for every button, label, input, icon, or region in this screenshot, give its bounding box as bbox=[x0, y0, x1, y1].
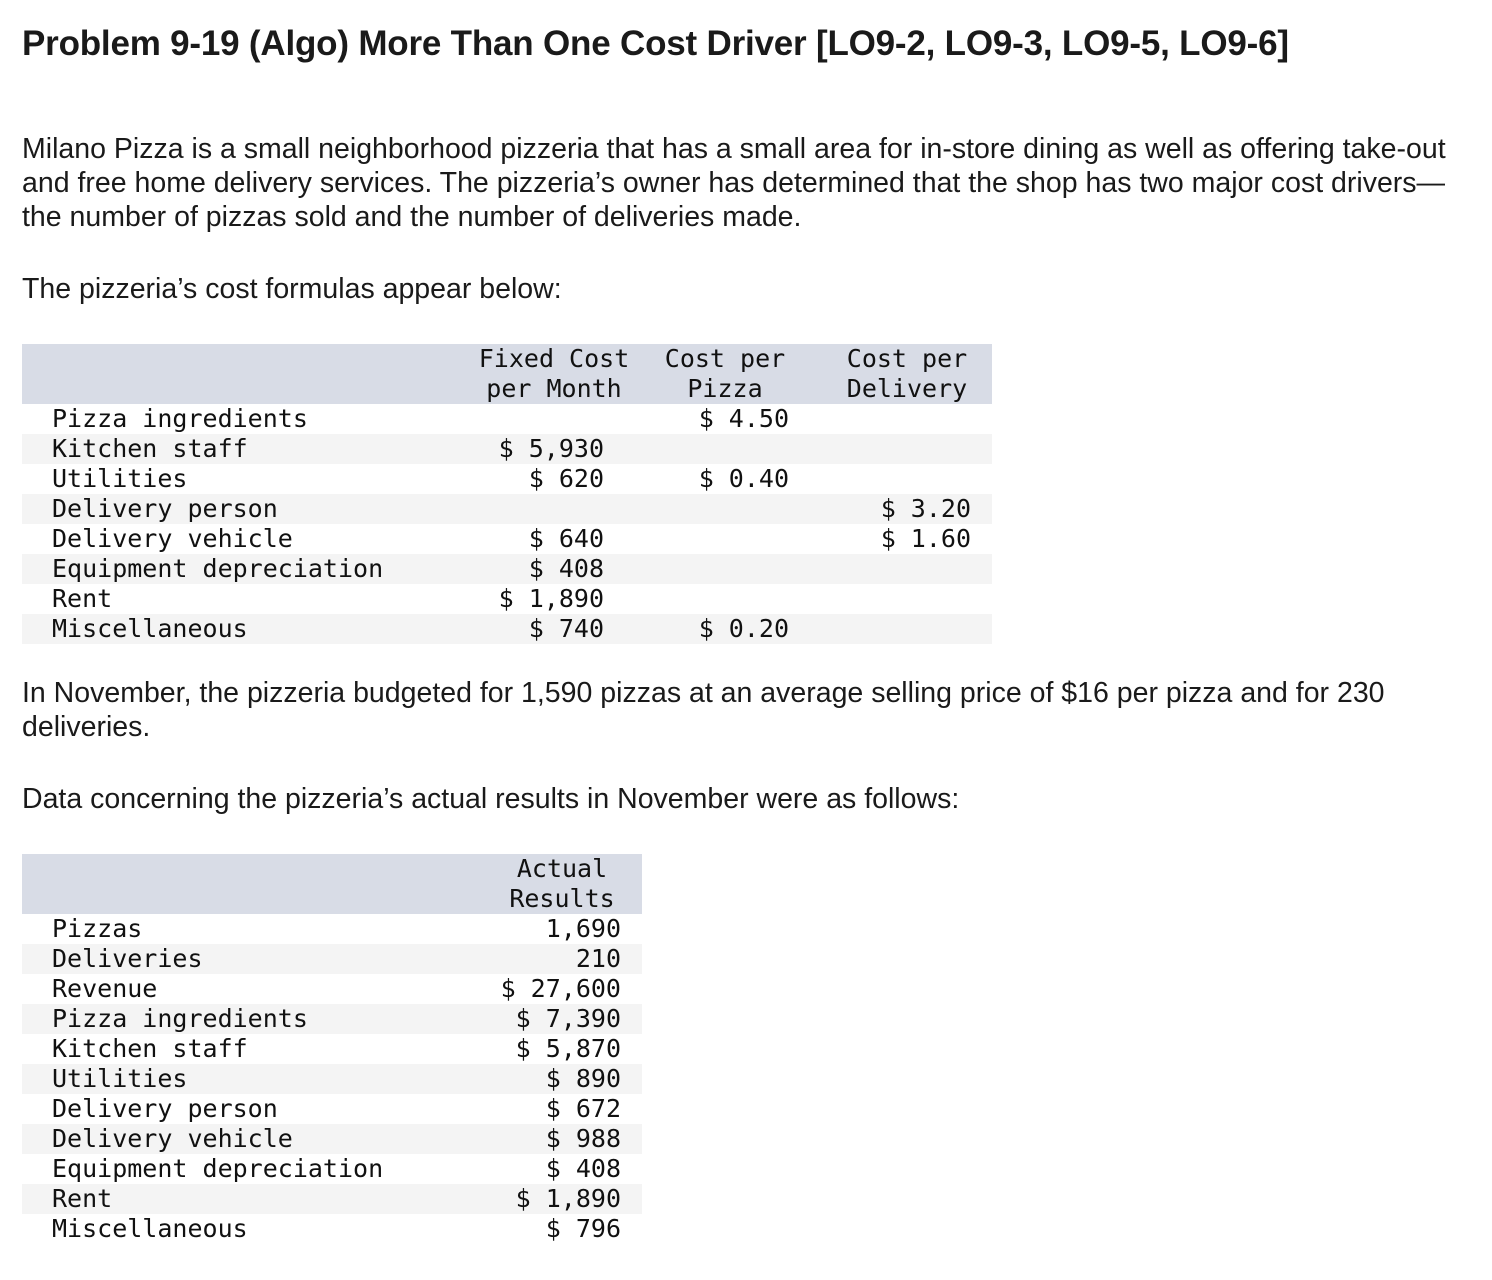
table-row bbox=[22, 1064, 642, 1094]
table-row bbox=[22, 1094, 642, 1124]
actual-value-cell: $ 7,390 bbox=[515, 1004, 621, 1033]
row-label: Revenue bbox=[52, 974, 158, 1003]
row-label: Delivery person bbox=[52, 1094, 278, 1123]
actual-value-cell: $ 988 bbox=[545, 1124, 621, 1153]
cost-per-pizza-cell: $ 0.40 bbox=[698, 464, 789, 493]
row-label: Delivery vehicle bbox=[52, 524, 293, 553]
header-actual-results: Actual Results bbox=[509, 854, 615, 913]
table-row bbox=[22, 1034, 642, 1064]
row-label: Equipment depreciation bbox=[52, 1154, 384, 1183]
actual-table-header bbox=[22, 854, 642, 914]
fixed-cost-cell: $ 640 bbox=[528, 524, 604, 553]
table-row bbox=[22, 1154, 642, 1184]
row-label: Delivery vehicle bbox=[52, 1124, 293, 1153]
fixed-cost-cell: $ 408 bbox=[528, 554, 604, 583]
table-row bbox=[22, 974, 642, 1004]
row-label: Kitchen staff bbox=[52, 434, 248, 463]
row-label: Kitchen staff bbox=[52, 1034, 248, 1063]
cost-per-pizza-cell: $ 0.20 bbox=[698, 614, 789, 643]
table-row bbox=[22, 1004, 642, 1034]
cost-per-pizza-cell: $ 4.50 bbox=[698, 404, 789, 433]
fixed-cost-cell: $ 740 bbox=[528, 614, 604, 643]
fixed-cost-cell: $ 1,890 bbox=[498, 584, 604, 613]
table-row bbox=[22, 464, 992, 494]
actual-value-cell: $ 1,890 bbox=[515, 1184, 621, 1213]
budget-paragraph: In November, the pizzeria budgeted for 1,590 pizzas at an average selling price of $16 per pizza and for 230 deliveries. bbox=[22, 677, 1385, 743]
table-row bbox=[22, 1124, 642, 1154]
row-label: Pizzas bbox=[52, 914, 143, 943]
formulas-intro: The pizzeria’s cost formulas appear below: bbox=[22, 273, 562, 305]
actual-intro: Data concerning the pizzeria’s actual results in November were as follows: bbox=[22, 783, 960, 815]
table-row bbox=[22, 584, 992, 614]
actual-value-cell: $ 672 bbox=[545, 1094, 621, 1123]
table-row bbox=[22, 1184, 642, 1214]
row-label: Delivery person bbox=[52, 494, 278, 523]
intro-paragraph: Milano Pizza is a small neighborhood pizzeria that has a small area for in-store dining as well as offering take-out and free home delivery services. The pizzeria’s owner has determined that the shop has two major cost drivers—the number of pizzas sold and the number of deliveries made. bbox=[22, 133, 1446, 233]
row-label: Rent bbox=[52, 584, 113, 613]
row-label: Pizza ingredients bbox=[52, 404, 308, 433]
row-label: Utilities bbox=[52, 464, 188, 493]
table-row bbox=[22, 944, 642, 974]
table-row bbox=[22, 494, 992, 524]
cost-table-header bbox=[22, 344, 992, 404]
fixed-cost-cell: $ 5,930 bbox=[498, 434, 604, 463]
actual-value-cell: 1,690 bbox=[545, 914, 621, 943]
cost-formula-table bbox=[22, 344, 992, 644]
row-label: Miscellaneous bbox=[52, 1214, 248, 1243]
row-label: Pizza ingredients bbox=[52, 1004, 308, 1033]
table-row bbox=[22, 914, 642, 944]
actual-results-table bbox=[22, 854, 642, 1244]
row-label: Miscellaneous bbox=[52, 614, 248, 643]
actual-value-cell: 210 bbox=[575, 944, 621, 973]
table-row bbox=[22, 524, 992, 554]
cost-per-delivery-cell: $ 1.60 bbox=[880, 524, 971, 553]
table-row bbox=[22, 404, 992, 434]
fixed-cost-cell: $ 620 bbox=[528, 464, 604, 493]
table-row bbox=[22, 1214, 642, 1244]
table-row bbox=[22, 434, 992, 464]
actual-value-cell: $ 27,600 bbox=[500, 974, 621, 1003]
header-cost-per-delivery: Cost per Delivery bbox=[846, 344, 968, 403]
problem-title: Problem 9-19 (Algo) More Than One Cost Driver [LO9-2, LO9-3, LO9-5, LO9-6] bbox=[22, 24, 1289, 63]
row-label: Equipment depreciation bbox=[52, 554, 384, 583]
table-row bbox=[22, 554, 992, 584]
actual-value-cell: $ 5,870 bbox=[515, 1034, 621, 1063]
row-label: Utilities bbox=[52, 1064, 188, 1093]
table-row bbox=[22, 614, 992, 644]
header-cost-per-pizza: Cost per Pizza bbox=[664, 344, 786, 403]
actual-value-cell: $ 890 bbox=[545, 1064, 621, 1093]
cost-per-delivery-cell: $ 3.20 bbox=[880, 494, 971, 523]
row-label: Rent bbox=[52, 1184, 113, 1213]
actual-value-cell: $ 408 bbox=[545, 1154, 621, 1183]
header-fixed-cost: Fixed Cost per Month bbox=[478, 344, 630, 403]
row-label: Deliveries bbox=[52, 944, 203, 973]
actual-value-cell: $ 796 bbox=[545, 1214, 621, 1243]
